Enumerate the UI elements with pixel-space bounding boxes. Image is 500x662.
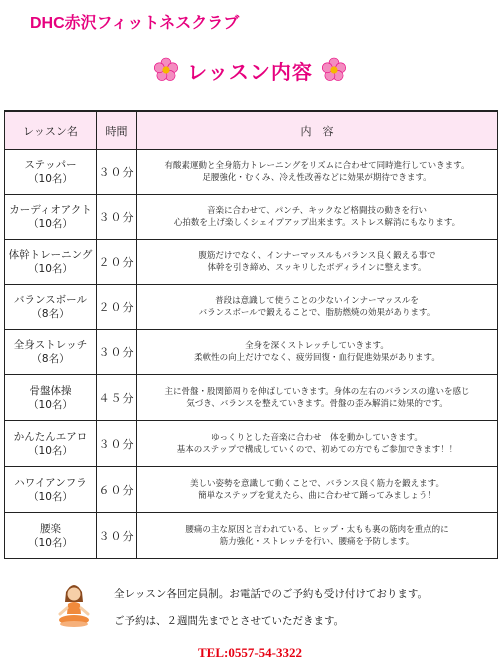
header-content: 内 容 [137, 111, 498, 150]
lesson-name-cell [5, 330, 97, 375]
lesson-time: ３０分 [97, 150, 137, 195]
lesson-desc: 柔軟性の向上だけでなく、疲労回復・血行促進効果があります。 [194, 353, 440, 363]
lesson-desc: 全身を深くストレッチしていきます。 [245, 341, 389, 351]
title-row [0, 52, 500, 88]
lesson-name-cell [5, 195, 97, 240]
lesson-name-cell [5, 285, 97, 330]
lesson-time: ６０分 [97, 467, 137, 513]
lesson-name: 全身ストレッチ [13, 339, 88, 351]
table-row [5, 150, 498, 195]
reservation-note: 全レッスン各回定員制。お電話でのご予約も受け付けております。 [114, 588, 429, 600]
lesson-desc: 主に骨盤・股関節周りを伸ばしていきます。身体の左右のバランスの違いを感じ [164, 386, 470, 397]
lesson-capacity: （10名） [28, 173, 73, 185]
lesson-table [4, 110, 498, 559]
lesson-capacity: （10名） [28, 398, 73, 411]
lesson-capacity: （10名） [28, 218, 73, 230]
lesson-name-cell [5, 467, 97, 513]
lesson-desc: 有酸素運動と全身筋力トレーニングをリズムに合わせて同時進行していきます。 [164, 161, 470, 171]
lesson-time: ４５分 [97, 375, 137, 421]
header-lesson-name: レッスン名 [5, 111, 97, 150]
lesson-time: ３０分 [97, 330, 137, 375]
table-row [5, 467, 498, 513]
lesson-name-cell [5, 375, 97, 421]
table-row [5, 285, 498, 330]
lesson-capacity: （10名） [28, 444, 73, 457]
lesson-desc-cell [137, 150, 498, 195]
lesson-capacity: （8名） [31, 353, 70, 365]
table-row [5, 195, 498, 240]
lesson-desc-cell [137, 240, 498, 285]
lesson-capacity: （8名） [31, 308, 70, 320]
header-time: 時間 [97, 111, 137, 150]
table-row [5, 375, 498, 421]
lesson-desc-cell [137, 421, 498, 467]
lesson-desc: 普段は意識して使うことの少ないインナーマッスルを [215, 296, 419, 306]
booking-window-note: ご予約は、２週間先までとさせていただきます。 [114, 615, 345, 627]
lesson-desc: 筋力強化・ストレッチを行い、腰痛を予防します。 [219, 536, 415, 547]
lesson-desc: 腹筋だけでなく、インナーマッスルもバランス良く鍛える事で [198, 251, 436, 261]
table-row [5, 421, 498, 467]
page-title: レッスン内容 [187, 59, 313, 84]
lesson-desc: ゆっくりとした音楽に合わせ 体を動かしていきます。 [211, 432, 423, 443]
lesson-desc: 基本のステップで構成していくので、初めての方でもご参加できます！！ [176, 444, 458, 455]
lesson-name: 骨盤体操 [29, 384, 72, 397]
lesson-desc: 音楽に合わせて、パンチ、キックなど格闘技の動きを行い [206, 206, 428, 216]
lesson-desc: 簡単なステップを覚えたら、曲に合わせて踊ってみましょう！ [198, 490, 436, 501]
lesson-desc-cell [137, 330, 498, 375]
lesson-desc-cell [137, 467, 498, 513]
lesson-desc-cell [137, 513, 498, 559]
lesson-name-cell [5, 240, 97, 285]
lesson-name: バランスボール [14, 294, 87, 306]
lesson-desc: 足腰強化・むくみ、冷え性改善などに効果が期待できます。 [202, 173, 432, 183]
lesson-name: ステッパー [24, 159, 77, 171]
lesson-capacity: （10名） [28, 536, 73, 549]
lesson-capacity: （10名） [28, 490, 73, 503]
lesson-time: ２０分 [97, 285, 137, 330]
lesson-time: ３０分 [97, 195, 137, 240]
lesson-name-cell [5, 150, 97, 195]
lesson-desc: 気づき、バランスを整えていきます。骨盤の歪み解消に効果的です。 [186, 398, 448, 409]
lesson-name-cell [5, 421, 97, 467]
lesson-desc-cell [137, 375, 498, 421]
table-row [5, 513, 498, 559]
lesson-desc: バランスボールで鍛えることで、脂肪燃焼の効果があります。 [198, 308, 436, 318]
lesson-desc-cell [137, 195, 498, 240]
lesson-name: かんたんエアロ [13, 430, 88, 443]
table-row [5, 240, 498, 285]
lesson-desc-cell [137, 285, 498, 330]
yoga-woman-icon [56, 580, 92, 628]
pink-flower-icon [153, 57, 179, 83]
table-row [5, 330, 498, 375]
lesson-name: 腰楽 [40, 522, 61, 535]
table-header-row [5, 111, 498, 150]
lesson-time: ３０分 [97, 513, 137, 559]
lesson-time: ３０分 [97, 421, 137, 467]
phone-number: TEL:0557-54-3322 [198, 645, 302, 660]
lesson-desc: 美しい姿勢を意識して動くことで、バランス良く筋力を鍛えます。 [190, 478, 444, 489]
brand-name: DHC赤沢フィットネスクラブ [30, 15, 240, 32]
lesson-name: カーディオアクト [9, 204, 92, 216]
lesson-desc: 体幹を引き締め、スッキリしたボディラインに整えます。 [207, 263, 427, 273]
lesson-name: 体幹トレーニング [8, 249, 93, 261]
lesson-name-cell [5, 513, 97, 559]
lesson-capacity: （10名） [28, 263, 73, 275]
lesson-desc: 心拍数を上げ楽しくシェイプアップ出来ます。ストレス解消にもなります。 [173, 218, 461, 228]
lesson-name: ハワイアンフラ [14, 476, 87, 489]
lesson-time: ２０分 [97, 240, 137, 285]
pink-flower-icon [321, 57, 347, 83]
lesson-desc: 腰痛の主な原因と言われている、ヒップ・太もも裏の筋肉を重点的に [185, 524, 449, 535]
